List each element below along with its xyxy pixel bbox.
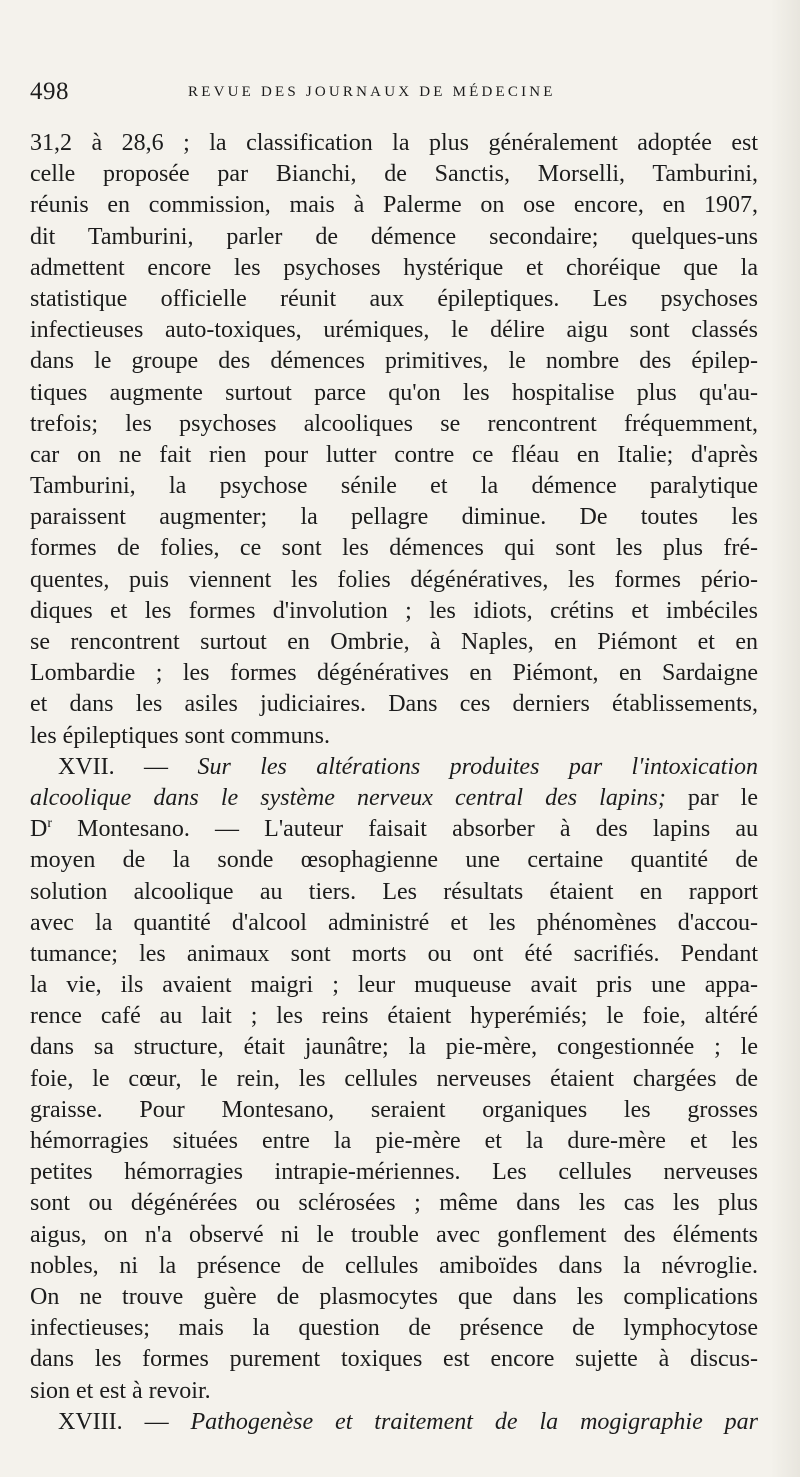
text-line: car on ne fait rien pour lutter contre ce fléau en Italie; d'après: [30, 441, 758, 468]
section-heading-line: [30, 783, 758, 814]
text-line: paraissent augmenter; la pellagre diminue. De toutes les: [30, 504, 758, 531]
text-line: dit Tamburini, parler de démence secondaire; quelques-uns: [30, 223, 758, 250]
text-line: moyen de la sonde œsophagienne une certaine quantité de: [30, 847, 758, 874]
text-line: se rencontrent surtout en Ombrie, à Naples, en Piémont et en: [30, 629, 758, 655]
text-line: foie, le cœur, le rein, les cellules nerveuses étaient chargées de: [30, 1065, 758, 1092]
text-line: graisse. Pour Montesano, seraient organiques les grosses: [30, 1096, 758, 1123]
page-number: 498: [30, 78, 69, 105]
section-title: Sur les altérations produites par l'intoxication: [197, 753, 758, 780]
text-line: avec la quantité d'alcool administré et les phénomènes d'accou-: [30, 909, 758, 936]
text-line: hémorragies situées entre la pie-mère et la dure-mère et les: [30, 1128, 758, 1154]
running-head: [30, 78, 770, 108]
text-line: sion et est à revoir.: [30, 1377, 211, 1404]
author-intro: par le: [665, 784, 758, 811]
text-line: On ne trouve guère de plasmocytes que dans les complications: [30, 1283, 758, 1310]
section-xviii: [30, 1407, 758, 1438]
text-line: tumance; les animaux sont morts ou ont été sacrifiés. Pendant: [30, 940, 758, 967]
text-line: trefois; les psychoses alcooliques se rencontrent fréquemment,: [30, 410, 758, 437]
author-line-rest: Montesano. — L'auteur faisait absorber à des lapins au: [52, 816, 758, 843]
text-line: quentes, puis viennent les folies dégénératives, les formes pério-: [30, 566, 758, 593]
text-line: Lombardie ; les formes dégénératives en Piémont, en Sardaigne: [30, 660, 758, 687]
text-line: Tamburini, la psychose sénile et la démence paralytique: [30, 473, 758, 500]
text-line: rence café au lait ; les reins étaient hyperémiés; le foie, altéré: [30, 1003, 758, 1030]
text-line: [30, 814, 758, 845]
text-line: 31,2 à 28,6 ; la classification la plus généralement adoptée est: [30, 130, 758, 156]
text-line: infectieuses; mais la question de présence de lymphocytose: [30, 1315, 758, 1342]
text-line: dans sa structure, était jaunâtre; la pie-mère, congestionnée ; le: [30, 1034, 758, 1061]
doctor-abbrev: D: [30, 816, 48, 843]
text-line: petites hémorragies intrapie-mériennes. Les cellules nerveuses: [30, 1159, 758, 1186]
section-title-continued: alcoolique dans le système nerveux central des lapins;: [30, 784, 666, 811]
text-line: les épileptiques sont communs.: [30, 722, 330, 749]
text-line: tiques augmente surtout parce qu'on les hospitalise plus qu'au-: [30, 379, 758, 406]
section-heading-line: [30, 752, 758, 783]
text-line: formes de folies, ce sont les démences qui sont les plus fré-: [30, 535, 758, 562]
text-line: statistique officielle réunit aux épileptiques. Les psychoses: [30, 285, 758, 312]
body-text: [30, 128, 758, 1438]
text-line: nobles, ni la présence de cellules amiboïdes dans la névroglie.: [30, 1252, 758, 1279]
section-heading-line: [30, 1407, 758, 1438]
text-line: aigus, on n'a observé ni le trouble avec gonflement des éléments: [30, 1221, 758, 1248]
text-line: infectieuses auto-toxiques, urémiques, le délire aigu sont classés: [30, 317, 758, 344]
text-line: sont ou dégénérées ou sclérosées ; même dans les cas les plus: [30, 1190, 758, 1217]
page-edge-shadow: [770, 0, 800, 1477]
text-line: admettent encore les psychoses hystérique et choréique que la: [30, 254, 758, 281]
running-title: REVUE DES JOURNAUX DE MÉDECINE: [188, 84, 556, 100]
text-line: et dans les asiles judiciaires. Dans ces derniers établissements,: [30, 691, 758, 718]
section-xvii: [30, 752, 758, 1407]
doctor-abbrev-sup: r: [47, 816, 53, 832]
section-numeral: XVIII. —: [58, 1408, 191, 1435]
text-line: dans le groupe des démences primitives, le nombre des épilep-: [30, 348, 758, 375]
text-line: la vie, ils avaient maigri ; leur muqueuse avait pris une appa-: [30, 972, 758, 999]
text-line: dans les formes purement toxiques est encore sujette à discus-: [30, 1346, 758, 1373]
section-title: Pathogenèse et traitement de la mogigraphie par: [190, 1408, 758, 1435]
paragraph-continuation: [30, 128, 758, 752]
text-line: solution alcoolique au tiers. Les résultats étaient en rapport: [30, 878, 758, 905]
text-line: celle proposée par Bianchi, de Sanctis, Morselli, Tamburini,: [30, 161, 758, 188]
section-numeral: XVII. —: [58, 753, 198, 780]
text-line: réunis en commission, mais à Palerme on ose encore, en 1907,: [30, 192, 758, 219]
text-line: diques et les formes d'involution ; les idiots, crétins et imbéciles: [30, 597, 758, 624]
